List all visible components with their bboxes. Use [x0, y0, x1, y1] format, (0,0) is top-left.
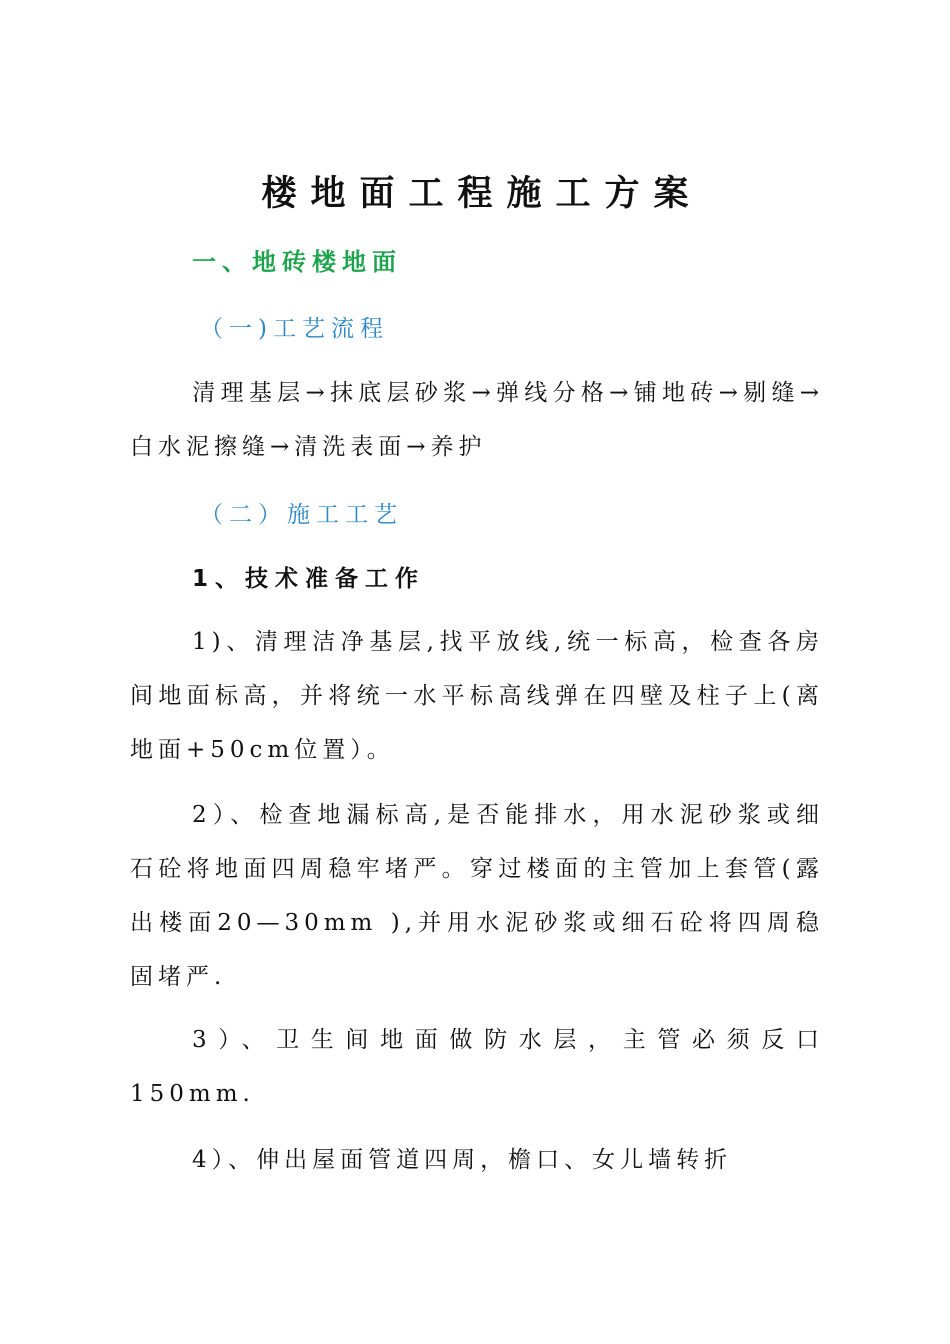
paragraph-3 — [130, 1013, 824, 1121]
process-flow-text: 清理基层→抹底层砂浆→弹线分格→铺地砖→剔缝→白水泥擦缝→清洗表面→养护 — [130, 380, 824, 460]
paragraph-1 — [130, 615, 824, 777]
subsection-heading-process: （一)工艺流程 — [200, 316, 389, 342]
paragraph-3-text: 3）、卫生间地面做防水层，主管必须反口150mm. — [130, 1027, 824, 1107]
document-title: 楼地面工程施工方案 — [261, 174, 703, 214]
paragraph-4 — [130, 1133, 824, 1187]
item-heading-technical-prep: 1、技术准备工作 — [192, 566, 426, 592]
paragraph-1-text: 1)、清理洁净基层,找平放线,统一标高，检查各房间地面标高，并将统一水平标高线弹在四壁及柱子上(离地面+50cm位置）。 — [130, 629, 824, 763]
process-flow-paragraph — [130, 366, 824, 474]
paragraph-2-text: 2）、检查地漏标高,是否能排水，用水泥砂浆或细石砼将地面四周稳牢堵严。穿过楼面的主管加上套管(露出楼面20—30mm ),并用水泥砂浆或细石砼将四周稳固堵严. — [130, 802, 824, 990]
paragraph-4-text: 4）、伸出屋面管道四周，檐口、女儿墙转折 — [192, 1147, 733, 1173]
subsection-heading-technique: （二）施工工艺 — [200, 502, 403, 528]
paragraph-2 — [130, 788, 824, 1004]
section-heading-tile-floor: 一、地砖楼地面 — [192, 248, 402, 276]
